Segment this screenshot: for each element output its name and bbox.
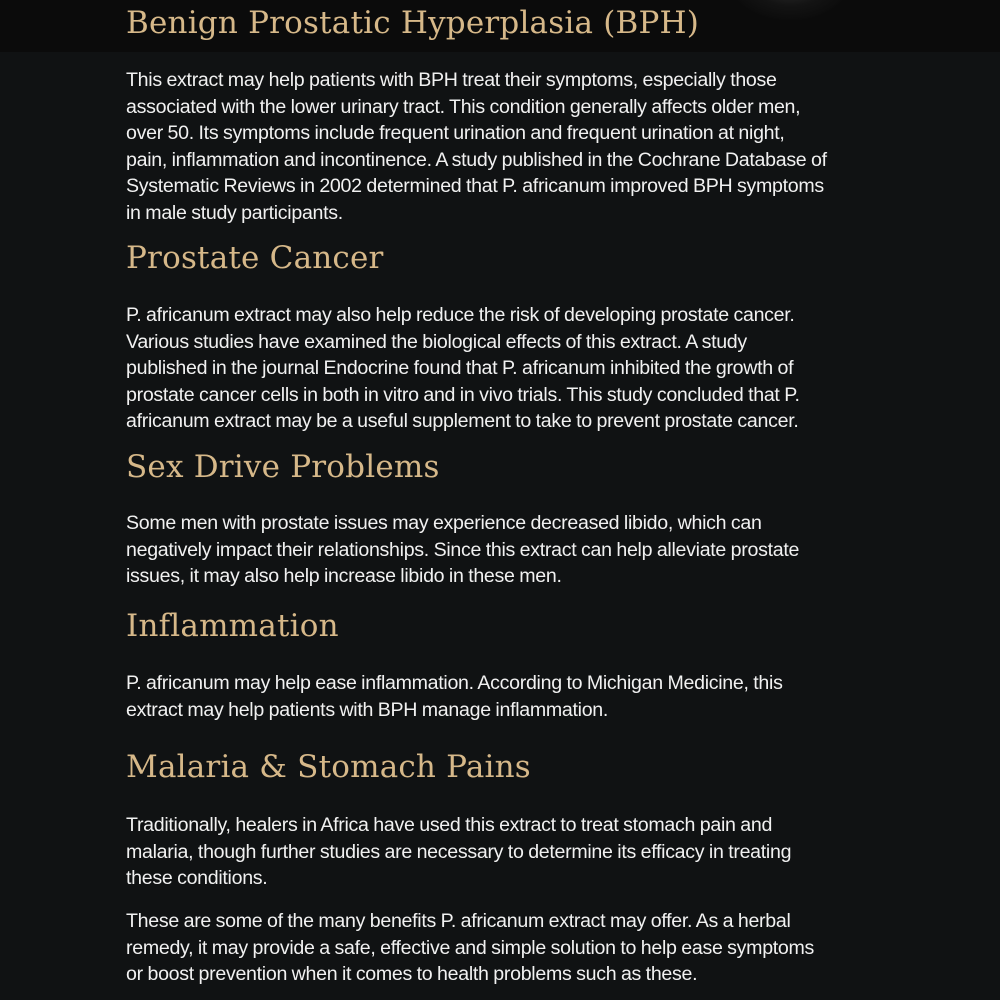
heading-prostate-cancer: Prostate Cancer <box>126 240 384 276</box>
text-line: extract may help patients with BPH manage inflammation. <box>126 698 609 721</box>
paragraph-bph <box>126 67 926 226</box>
text-line: these conditions. <box>126 867 268 889</box>
text-line: prostate cancer cells in both in vitro and in vivo trials. This study concluded that P. <box>126 383 800 406</box>
text-line: issues, it may also help increase libido in these men. <box>126 565 562 587</box>
text-line: pain, inflammation and incontinence. A study published in the Cochrane Database of <box>126 148 827 171</box>
text-line: P. africanum may help ease inflammation. According to Michigan Medicine, this <box>126 672 783 694</box>
paragraph-conclusion <box>126 908 926 988</box>
text-line: Systematic Reviews in 2002 determined that P. africanum improved BPH symptoms <box>126 175 824 197</box>
paragraph-sex-drive <box>126 510 926 590</box>
decorative-glow <box>730 0 850 20</box>
text-line: These are some of the many benefits P. africanum extract may offer. As a herbal <box>126 910 791 932</box>
text-line: This extract may help patients with BPH treat their symptoms, especially those <box>126 69 777 91</box>
heading-sex-drive: Sex Drive Problems <box>126 449 440 485</box>
text-line: Traditionally, healers in Africa have used this extract to treat stomach pain and <box>126 814 773 836</box>
text-line: remedy, it may provide a safe, effective and simple solution to help ease symptoms <box>126 936 815 959</box>
text-line: malaria, though further studies are necessary to determine its efficacy in treating <box>126 840 792 863</box>
heading-bph: Benign Prostatic Hyperplasia (BPH) <box>126 5 700 41</box>
paragraph-prostate-cancer <box>126 302 926 435</box>
text-line: Some men with prostate issues may experience decreased libido, which can <box>126 512 762 534</box>
text-line: associated with the lower urinary tract. This condition generally affects older men, <box>126 95 801 118</box>
text-line: published in the journal Endocrine found that P. africanum inhibited the growth of <box>126 357 794 379</box>
heading-inflammation: Inflammation <box>126 608 339 644</box>
text-line: P. africanum extract may also help reduce the risk of developing prostate cancer. <box>126 304 795 326</box>
text-line: Various studies have examined the biological effects of this extract. A study <box>126 330 747 353</box>
text-line: africanum extract may be a useful supplement to take to prevent prostate cancer. <box>126 410 799 432</box>
text-line: in male study participants. <box>126 201 343 224</box>
paragraph-malaria-stomach <box>126 812 926 892</box>
paragraph-inflammation <box>126 670 926 723</box>
text-line: over 50. Its symptoms include frequent urination and frequent urination at night, <box>126 122 785 144</box>
text-line: or boost prevention when it comes to health problems such as these. <box>126 963 698 985</box>
heading-malaria-stomach: Malaria & Stomach Pains <box>126 749 531 785</box>
text-line: negatively impact their relationships. Since this extract can help alleviate prostate <box>126 538 800 561</box>
